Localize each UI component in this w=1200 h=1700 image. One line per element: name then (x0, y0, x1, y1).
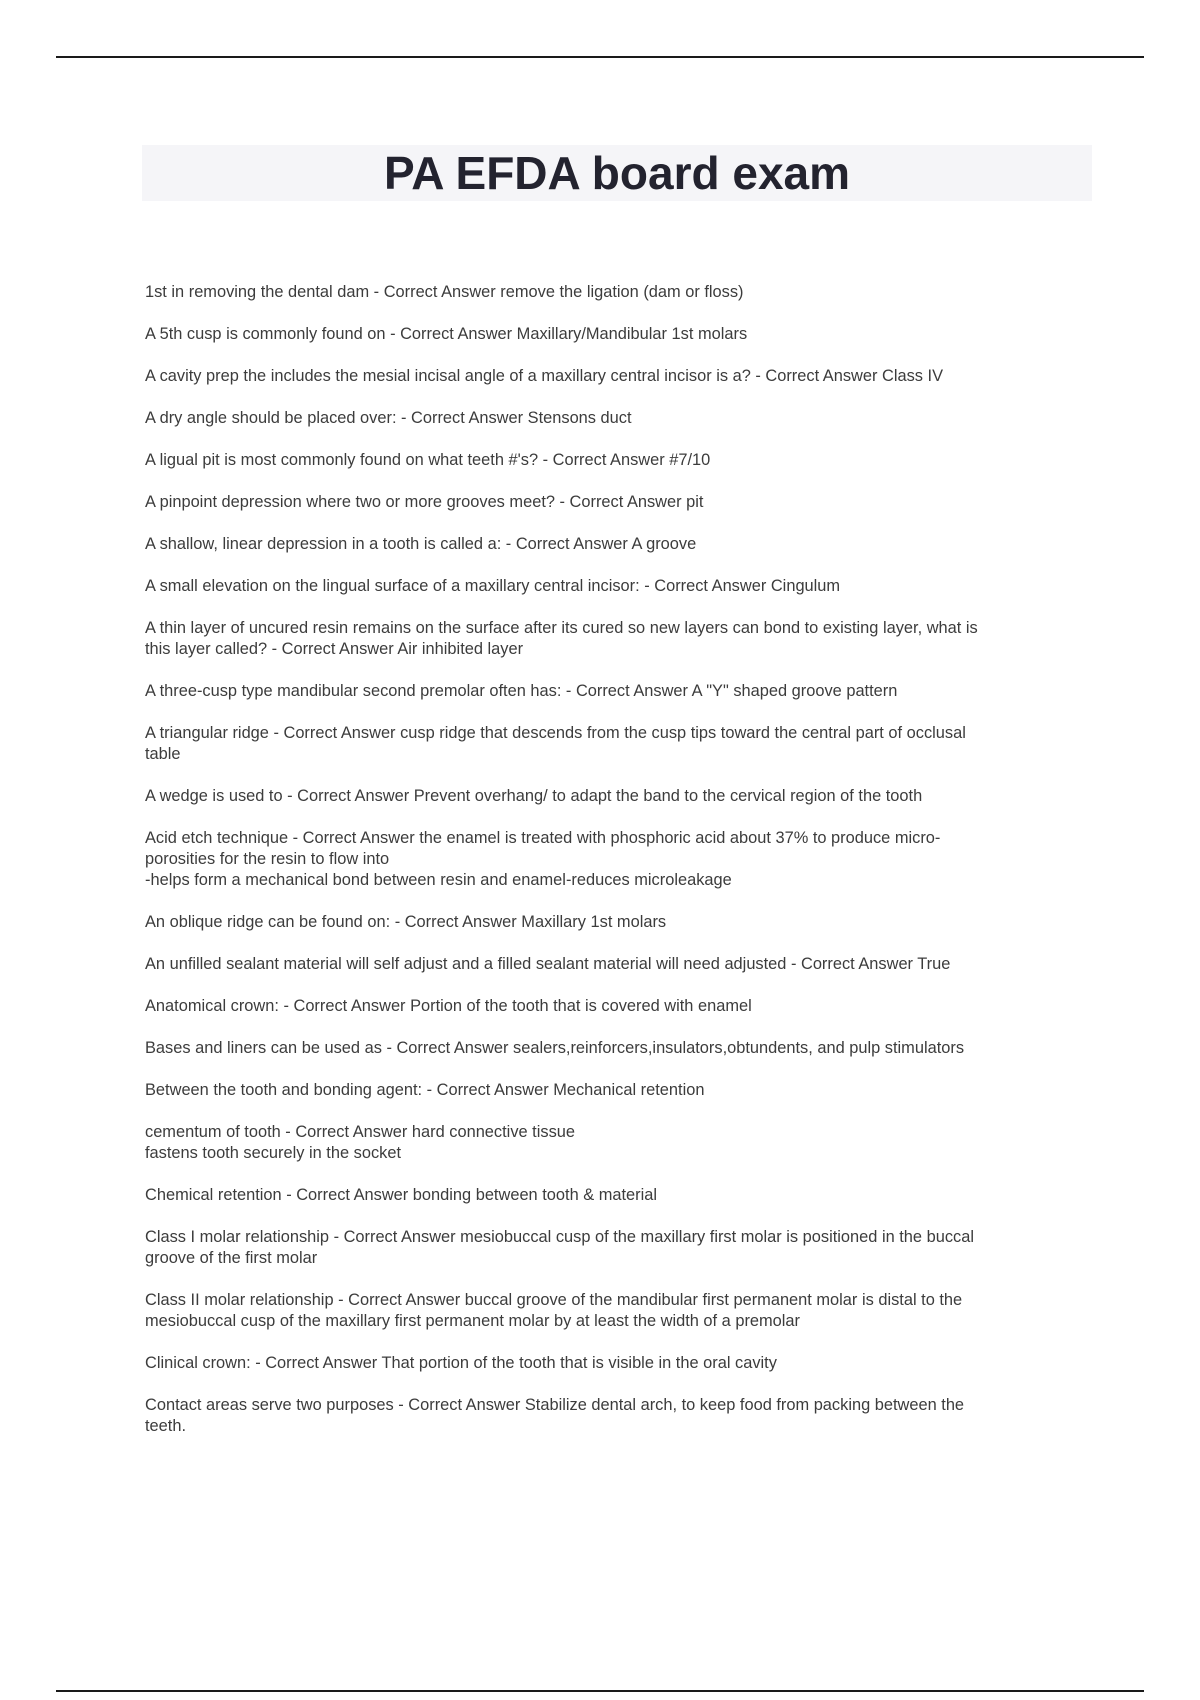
qa-entry: An oblique ridge can be found on: - Correct Answer Maxillary 1st molars (145, 913, 667, 931)
qa-entry: Class II molar relationship - Correct Answer buccal groove of the mandibular first permanent molar is distal to the mesiobuccal cusp of the maxillary first permanent molar by at least the width of a premolar (145, 1291, 963, 1330)
qa-entry: cementum of tooth - Correct Answer hard connective tissue fastens tooth securely in the socket (145, 1123, 575, 1162)
qa-entry: A three-cusp type mandibular second premolar often has: - Correct Answer A "Y" shaped groove pattern (145, 682, 898, 700)
qa-entry: Clinical crown: - Correct Answer That portion of the tooth that is visible in the oral cavity (145, 1354, 777, 1372)
qa-entry: Bases and liners can be used as - Correct Answer sealers,reinforcers,insulators,obtundents, and pulp stimulators (145, 1039, 965, 1057)
qa-entry: Class I molar relationship - Correct Answer mesiobuccal cusp of the maxillary first molar is positioned in the buccal groove of the first molar (145, 1228, 974, 1267)
qa-entry: Anatomical crown: - Correct Answer Portion of the tooth that is covered with enamel (145, 997, 752, 1015)
qa-entry: Acid etch technique - Correct Answer the enamel is treated with phosphoric acid about 37% to produce micro- porosities for the resin to flow into -helps form a mechanical bond between resin and enamel-reduces microleakage (145, 829, 941, 889)
qa-entry: Chemical retention - Correct Answer bonding between tooth & material (145, 1186, 658, 1204)
title-band (142, 145, 1092, 201)
qa-entry: A triangular ridge - Correct Answer cusp ridge that descends from the cusp tips toward the central part of occlusal table (145, 724, 966, 763)
qa-entry: A wedge is used to - Correct Answer Prevent overhang/ to adapt the band to the cervical region of the tooth (145, 787, 923, 805)
qa-entry: A pinpoint depression where two or more grooves meet? - Correct Answer pit (145, 493, 704, 511)
qa-list (145, 282, 1075, 1458)
qa-entry: Contact areas serve two purposes - Correct Answer Stabilize dental arch, to keep food from packing between the teeth. (145, 1396, 965, 1435)
qa-entry: A shallow, linear depression in a tooth is called a: - Correct Answer A groove (145, 535, 697, 553)
qa-entry: 1st in removing the dental dam - Correct Answer remove the ligation (dam or floss) (145, 283, 744, 301)
top-rule (56, 56, 1144, 58)
qa-entry: A 5th cusp is commonly found on - Correct Answer Maxillary/Mandibular 1st molars (145, 325, 748, 343)
qa-entry: A thin layer of uncured resin remains on the surface after its cured so new layers can bond to existing layer, what is this layer called? - Correct Answer Air inhibited layer (145, 619, 978, 658)
qa-entry: An unfilled sealant material will self adjust and a filled sealant material will need adjusted - Correct Answer True (145, 955, 951, 973)
bottom-rule (56, 1690, 1144, 1692)
qa-entry: A ligual pit is most commonly found on what teeth #'s? - Correct Answer #7/10 (145, 451, 711, 469)
qa-entry: Between the tooth and bonding agent: - Correct Answer Mechanical retention (145, 1081, 705, 1099)
document-title: PA EFDA board exam (383, 147, 851, 199)
qa-entry: A cavity prep the includes the mesial incisal angle of a maxillary central incisor is a? - Correct Answer Class IV (145, 367, 944, 385)
qa-entry: A small elevation on the lingual surface of a maxillary central incisor: - Correct Answer Cingulum (145, 577, 841, 595)
qa-entry: A dry angle should be placed over: - Correct Answer Stensons duct (145, 409, 632, 427)
